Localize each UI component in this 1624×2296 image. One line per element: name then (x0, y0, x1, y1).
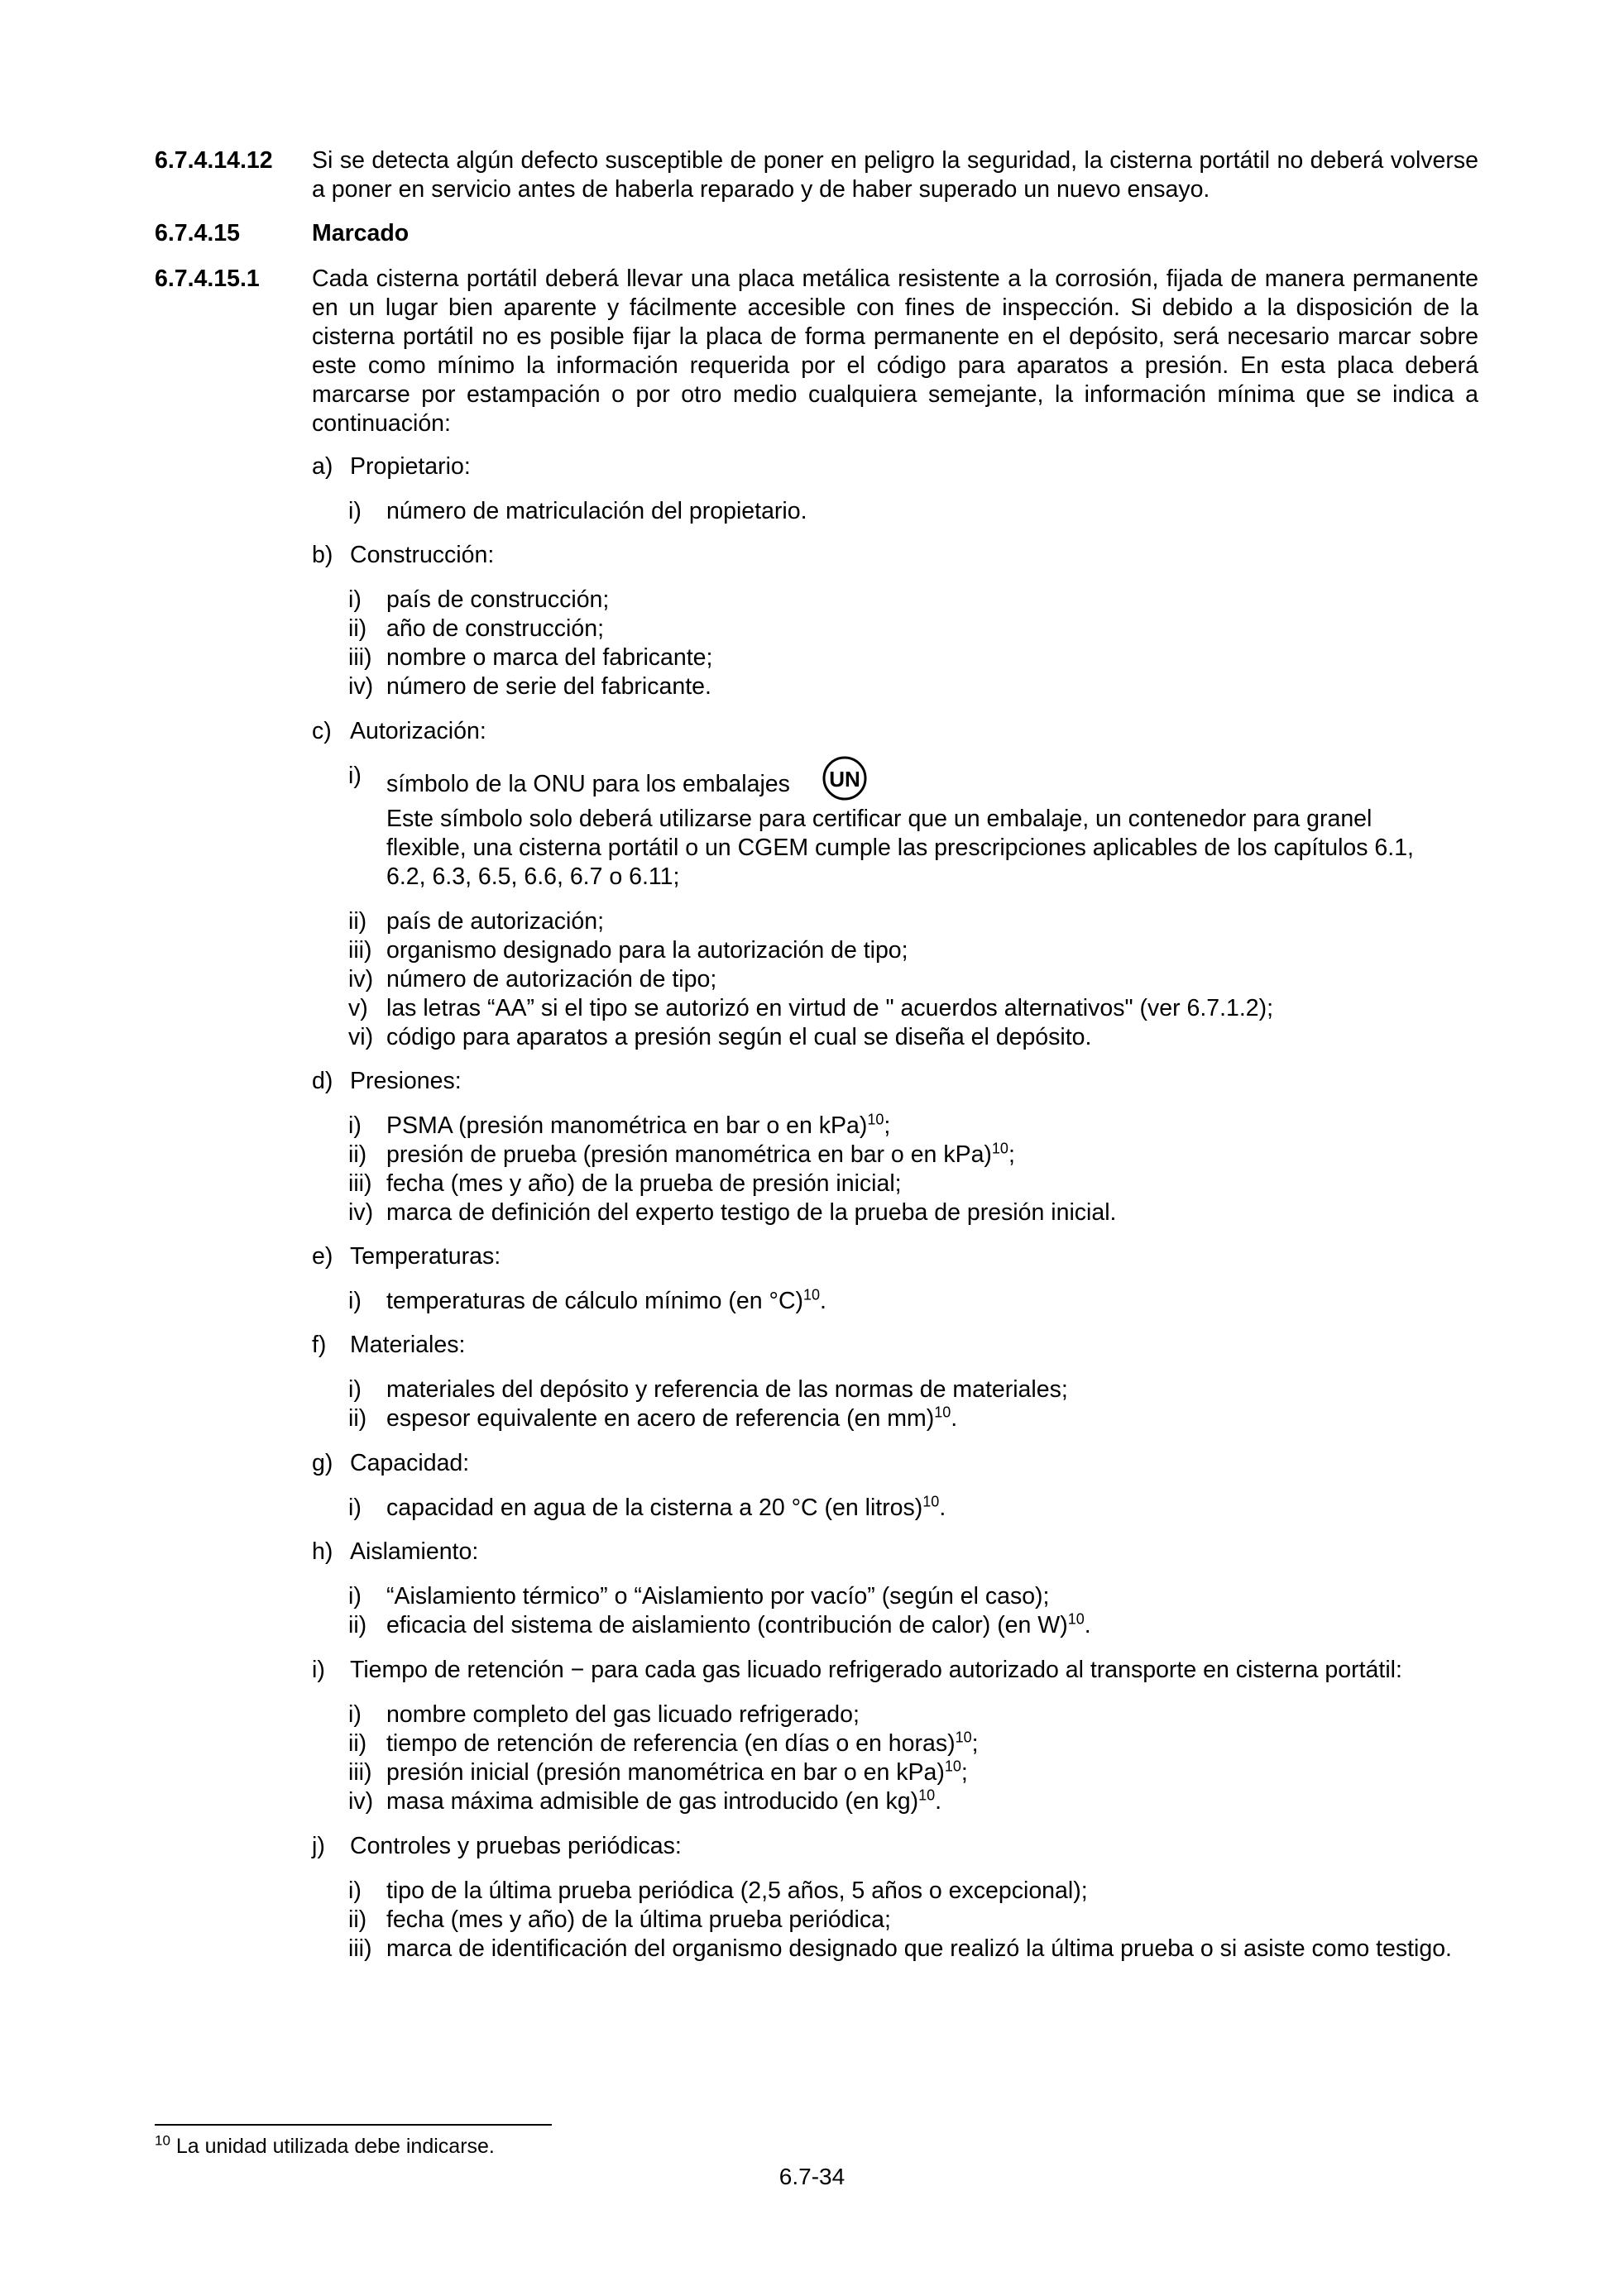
list-item-a: a) Propietario: (312, 453, 471, 480)
section-heading: Marcado (312, 220, 410, 246)
list-item-title: Construcción: (350, 542, 495, 568)
un-packaging-symbol-icon (822, 755, 868, 809)
sub-item: i) “Aislamiento térmico” o “Aislamiento por vacío” (según el caso); (348, 1583, 1050, 1610)
sub-item: ii) fecha (mes y año) de la última prueba periódica; (348, 1906, 891, 1933)
sub-item: i) capacidad en agua de la cisterna a 20 °C (en litros)$^{10}$. (348, 1493, 946, 1521)
footnote-mark: 10 (155, 2132, 170, 2149)
paragraph-number: 6.7.4.15 (155, 220, 241, 246)
paragraph-text: Cada cisterna portátil deberá llevar una placa metálica resistente a la corrosión, fijada de manera permanente en un lugar bien aparente y fácilmente accesible con fines de inspección. Si debido a la disposición de la cisterna portátil no es posible fijar la placa de forma permanente en el depósito, será necesario marcar sobre este como mínimo la información requerida por el código para aparatos a presión. En esta placa deberá marcarse por estampación o por otro medio cualquiera semejante, la información mínima que se indica a continuación: (312, 265, 1478, 437)
sub-item: i) número de matriculación del propietario. (348, 498, 807, 524)
footnote (155, 2132, 495, 2161)
list-item-e: e) Temperaturas: (312, 1243, 501, 1270)
list-item-title: Aislamiento: (350, 1538, 479, 1565)
sub-item: v) las letras “AA” si el tipo se autorizó en virtud de " acuerdos alternativos" (ver 6.7.1.2); (348, 995, 1274, 1021)
paragraph-6-7-4-15-1 (155, 265, 1478, 438)
list-item-c: c) Autorización: (312, 718, 486, 744)
list-item-d: d) Presiones: (312, 1068, 462, 1094)
sub-item: iii) fecha (mes y año) de la prueba de presión inicial; (348, 1170, 902, 1197)
list-item-j: j) Controles y pruebas periódicas: (312, 1833, 682, 1859)
sub-item: i) materiales del depósito y referencia de las normas de materiales; (348, 1376, 1068, 1403)
sub-item: i) tipo de la última prueba periódica (2,5 años, 5 años o excepcional); (348, 1877, 1088, 1904)
sub-item: i) temperaturas de cálculo mínimo (en °C)$^{10}$. (348, 1286, 826, 1314)
symbol-note: Este símbolo solo deberá utilizarse para certificar que un embalaje, un contenedor para granel flexible, una cisterna portátil o un CGEM cumple las prescripciones aplicables de los capítulos 6.1, 6.2, 6.3, 6.5, 6.6, 6.7 o 6.11; (386, 806, 1414, 890)
list-item-g: g) Capacidad: (312, 1450, 470, 1476)
sub-item: iii) organismo designado para la autorización de tipo; (348, 937, 908, 964)
list-item-title: Temperaturas: (350, 1243, 501, 1270)
list-item-title: Autorización: (350, 718, 486, 744)
list-item-title: Tiempo de retención − para cada gas licuado refrigerado autorizado al transporte en cisterna portátil: (350, 1657, 1402, 1683)
sub-item: ii) espesor equivalente en acero de referencia (en mm)$^{10}$. (348, 1404, 958, 1432)
sub-item: iv) masa máxima admisible de gas introducido (en kg)$^{10}$. (348, 1787, 942, 1815)
list-item-title: Presiones: (350, 1068, 462, 1094)
sub-item: ii) año de construcción; (348, 615, 604, 642)
footnote-text: La unidad utilizada debe indicarse. (175, 2135, 495, 2158)
sub-item: ii) tiempo de retención de referencia (en días o en horas)$^{10}$; (348, 1729, 979, 1757)
list-item-title: Capacidad: (350, 1450, 470, 1476)
list-item-title: Propietario: (350, 453, 471, 480)
sub-item: i) símbolo de la ONU para los embalajes UN (348, 762, 1478, 809)
paragraph-6-7-4-14-12 (155, 146, 1478, 204)
sub-item: ii) eficacia del sistema de aislamiento (contribución de calor) (en W)$^{10}$. (348, 1610, 1091, 1638)
svg-text:UN: UN (829, 767, 860, 792)
sub-item: iv) número de serie del fabricante. (348, 673, 711, 700)
sub-item: i) PSMA (presión manométrica en bar o en kPa)$^{10}$; (348, 1111, 891, 1139)
sub-item: vi) código para aparatos a presión según el cual se diseña el depósito. (348, 1024, 1092, 1050)
list-item-title: Controles y pruebas periódicas: (350, 1833, 682, 1859)
list-item-title: Materiales: (350, 1332, 466, 1358)
sub-item: iv) número de autorización de tipo; (348, 966, 717, 993)
section-heading-marcado (155, 219, 1478, 248)
list-item-i: i) Tiempo de retención − para cada gas licuado refrigerado autorizado al transporte en cisterna portátil: (312, 1657, 1402, 1683)
page-number: 6.7-34 (778, 2164, 846, 2189)
list-item-f: f) Materiales: (312, 1332, 466, 1358)
sub-item: iii) presión inicial (presión manométrica en bar o en kPa)$^{10}$; (348, 1758, 968, 1786)
sub-item: i) nombre completo del gas licuado refrigerado; (348, 1701, 860, 1728)
sub-item: ii) país de autorización; (348, 908, 604, 935)
sub-item: iv) marca de definición del experto testigo de la prueba de presión inicial. (348, 1199, 1117, 1226)
sub-item: ii) presión de prueba (presión manométrica en bar o en kPa)$^{10}$; (348, 1140, 1015, 1168)
sub-item: iii) nombre o marca del fabricante; (348, 644, 713, 671)
footnote-divider (155, 2124, 552, 2126)
sub-item: iii) marca de identificación del organismo designado que realizó la última prueba o si asiste como testigo. (348, 1935, 1452, 1962)
paragraph-number: 6.7.4.15.1 (155, 265, 260, 292)
paragraph-number: 6.7.4.14.12 (155, 147, 273, 174)
list-item-b: b) Construcción: (312, 542, 495, 568)
paragraph-text: Si se detecta algún defecto susceptible de poner en peligro la seguridad, la cisterna portátil no deberá volverse a poner en servicio antes de haberla reparado y de haber superado un nuevo ensayo. (312, 147, 1478, 203)
list-item-h: h) Aislamiento: (312, 1538, 479, 1565)
sub-item: i) país de construcción; (348, 586, 610, 613)
